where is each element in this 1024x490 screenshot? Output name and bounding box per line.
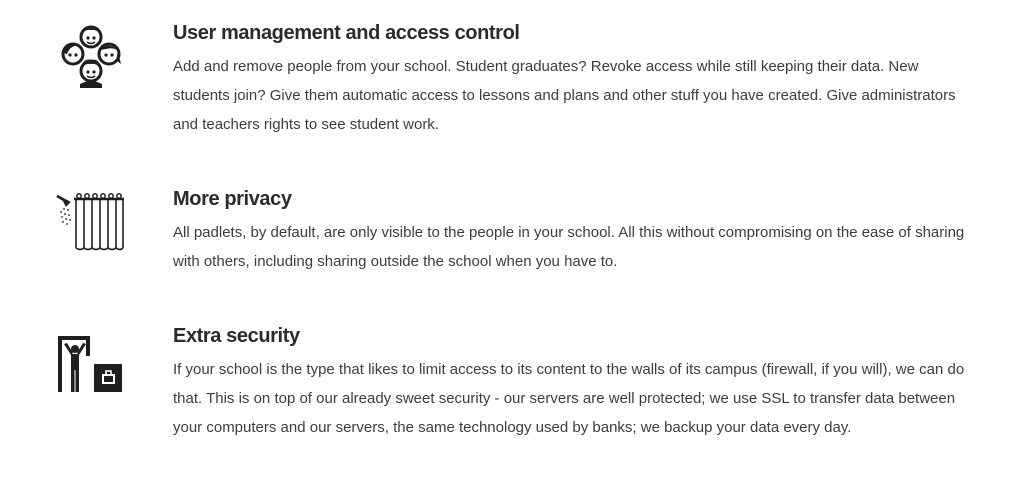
feature-content — [173, 186, 973, 276]
feature-content — [173, 323, 973, 442]
feature-content — [173, 20, 973, 139]
feature-title: More privacy — [173, 188, 292, 210]
feature-title: Extra security — [173, 325, 300, 347]
people-group-icon — [54, 20, 126, 92]
shower-curtain-icon — [54, 190, 126, 262]
feature-description: Add and remove people from your school. Student graduates? Revoke access while still keeping their data. New students join? Give them automatic access to lessons and plans and other stuff you have created. Give administrators and teachers rights to see student work. — [173, 58, 956, 133]
feature-description: All padlets, by default, are only visible to the people in your school. All this without compromising on the ease of sharing with others, including sharing outside the school when you have to. — [173, 224, 965, 270]
security-checkpoint-icon — [54, 332, 126, 404]
feature-title: User management and access control — [173, 22, 520, 44]
feature-description: If your school is the type that likes to limit access to its content to the walls of its campus (firewall, if you will), we can do that. This is on top of our already sweet security - our servers are well protected; we use SSL to transfer data between your computers and our servers, the same technology used by banks; we backup your data every day. — [173, 361, 965, 436]
